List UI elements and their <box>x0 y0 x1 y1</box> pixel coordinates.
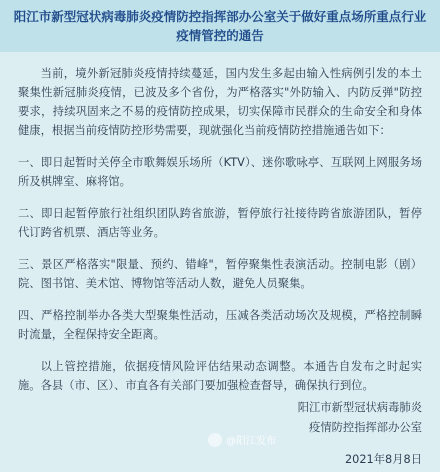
watermark <box>208 432 276 447</box>
measure-3-paragraph: 三、景区严格落实"限量、预约、错峰"，暂停聚集性表演活动。控制电影（剧）院、图书馆、美术馆、博物馆等活动人数，避免人员聚集。 <box>18 258 422 290</box>
closing-paragraph: 以上管控措施，依据疫情风险评估结果动态调整。本通告自发布之时起实施。各县（市、区）、市直各有关部门要加强检查督导，确保执行到位。 <box>18 360 422 392</box>
notice-header <box>0 0 440 52</box>
weibo-icon <box>208 433 222 447</box>
signature-block <box>298 398 422 438</box>
signature-line1: 阳江市新型冠状病毒肺炎 <box>297 401 422 414</box>
measure-2-paragraph: 二、即日起暂停旅行社组织团队跨省旅游，暂停旅行社接待跨省旅游团队，暂停代订跨省机票、酒店等业务。 <box>18 207 422 239</box>
intro-paragraph: 当前，境外新冠肺炎疫情持续蔓延，国内发生多起由输入性病例引发的本土聚集性新冠肺炎疫情，已波及多个省份，为严格落实"外防输入、内防反弹"防控要求，持续巩固来之不易的疫情防控成果，切实保障市民群众的生命安全和身体健康，根据当前疫情防控形势需要，现就强化当前疫情防控措施通告如下： <box>18 67 422 137</box>
measure-1-paragraph: 一、即日起暂时关停全市歌舞娱乐场所（KTV）、迷你歌咏亭、互联网上网服务场所及棋牌室、麻将馆。 <box>18 156 422 188</box>
notice-body <box>18 64 422 408</box>
signature-line2: 疫情防控指挥部办公室 <box>309 421 422 434</box>
notice-date: 2021年8月8日 <box>344 453 422 466</box>
measure-4-paragraph: 四、严格控制举办各类大型聚集性活动，压减各类活动场次及规模，严格控制瞬时流量，全程保持安全距离。 <box>18 309 422 341</box>
notice-title-line1: 阳江市新型冠状病毒肺炎疫情防控指挥部办公室关于做好重点场所重点行业 <box>13 9 427 24</box>
notice-title-line2: 疫情管控的通告 <box>176 28 264 43</box>
watermark-text: @阳江发布 <box>226 436 276 447</box>
